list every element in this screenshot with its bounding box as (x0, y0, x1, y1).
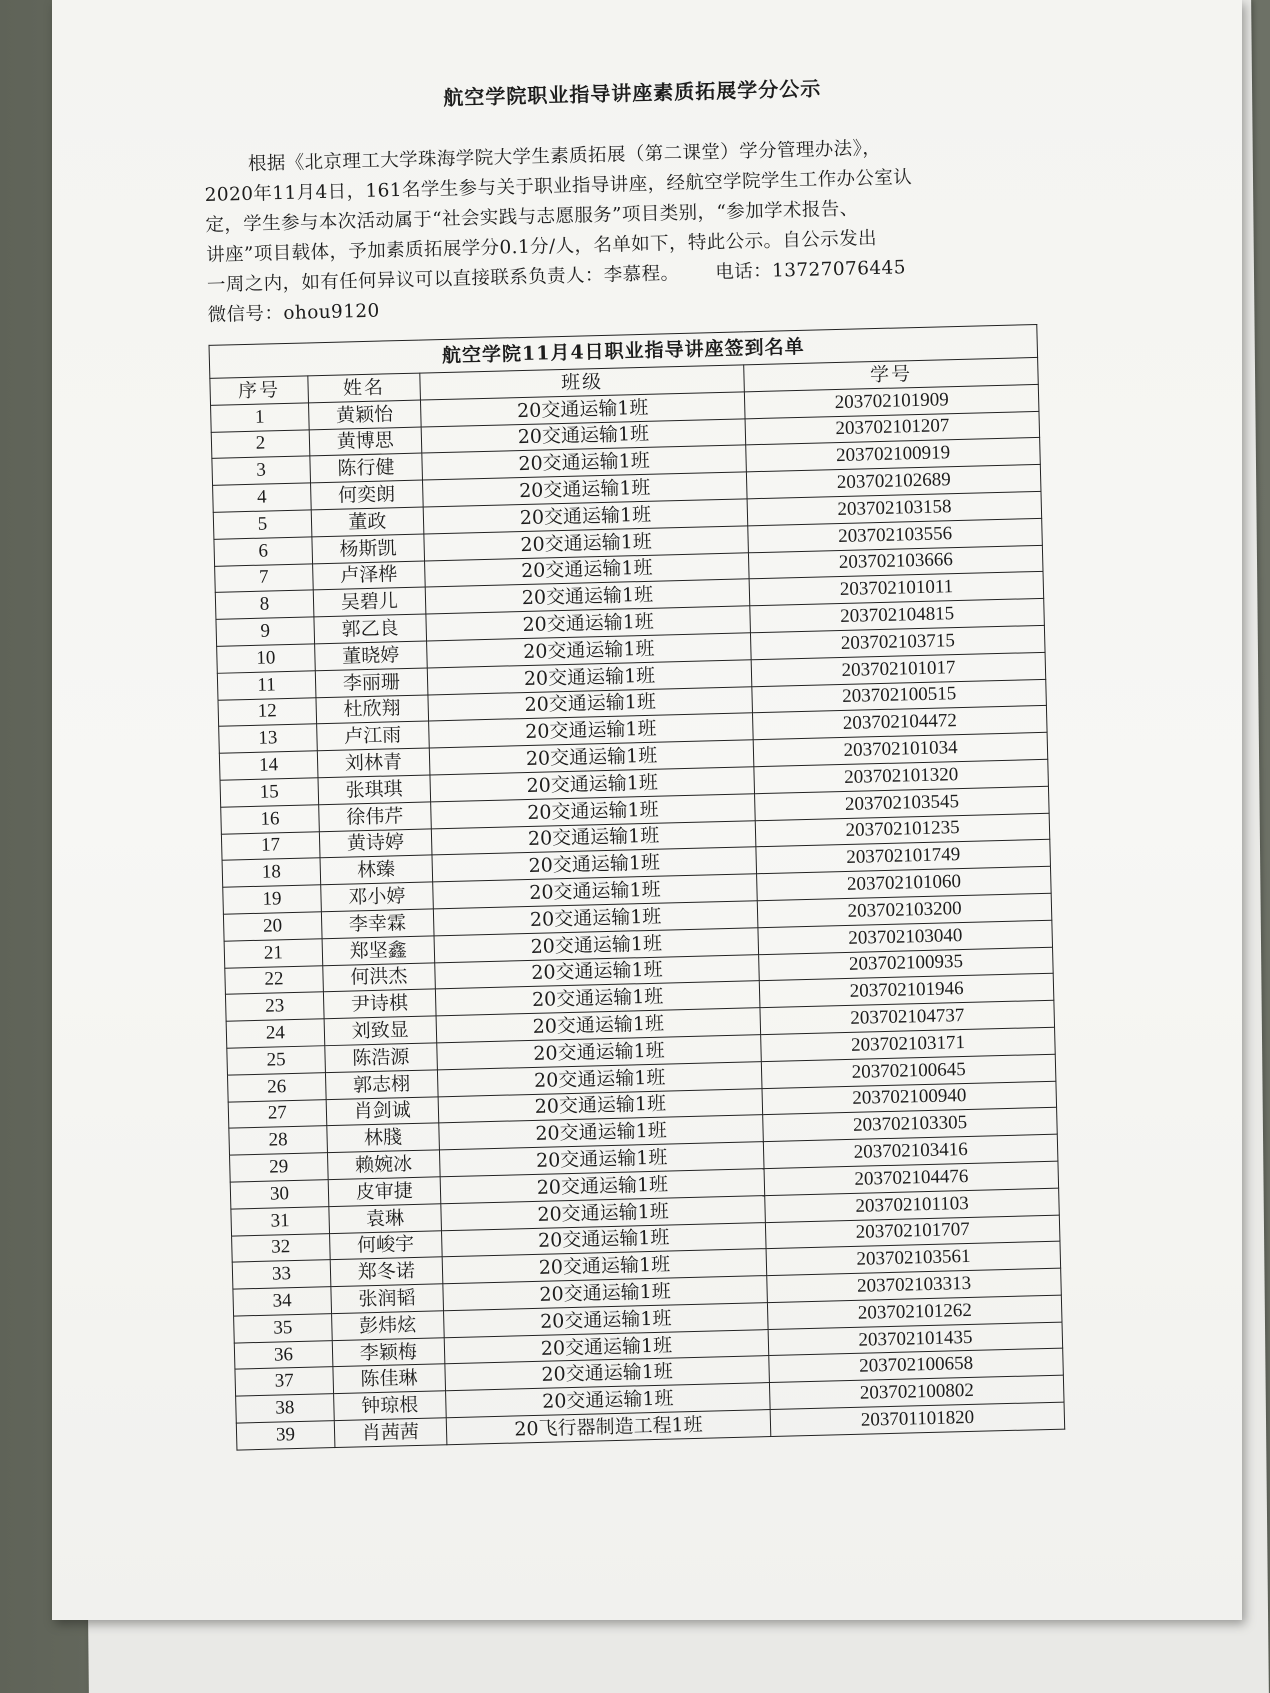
class-name: 20交通运输1班 (435, 981, 760, 1016)
student-name: 郑冬诺 (330, 1257, 443, 1287)
class-name: 20交通运输1班 (443, 1302, 768, 1337)
row-index: 23 (225, 992, 324, 1021)
student-id: 203702103416 (764, 1134, 1058, 1168)
student-name: 何奕朗 (310, 480, 423, 510)
student-id: 203702100935 (759, 947, 1053, 981)
class-name: 20交通运输1班 (434, 954, 759, 989)
student-id: 203702101262 (768, 1295, 1062, 1329)
row-index: 22 (225, 965, 324, 994)
row-index: 26 (227, 1072, 326, 1101)
student-id: 203702101207 (745, 411, 1039, 445)
class-name: 20交通运输1班 (424, 526, 749, 561)
class-name: 20交通运输1班 (444, 1329, 769, 1364)
student-id: 203702103171 (761, 1027, 1055, 1061)
student-name: 黄诗婷 (319, 828, 432, 858)
class-name: 20交通运输1班 (440, 1169, 765, 1204)
student-name: 彭炜炫 (331, 1311, 444, 1341)
student-id: 203702104737 (760, 1000, 1054, 1034)
row-index: 30 (230, 1180, 329, 1209)
row-index: 35 (234, 1314, 333, 1343)
row-index: 18 (222, 858, 321, 887)
class-name: 20交通运输1班 (441, 1195, 766, 1230)
row-index: 27 (228, 1099, 327, 1128)
row-index: 7 (215, 563, 314, 592)
student-name: 刘林青 (317, 748, 430, 778)
student-id: 203702101749 (756, 840, 1050, 874)
class-name: 20交通运输1班 (445, 1356, 770, 1391)
student-id: 203702101946 (760, 974, 1054, 1008)
student-name: 郭乙良 (314, 614, 427, 644)
signin-table (209, 324, 1066, 1450)
row-index: 36 (234, 1340, 333, 1369)
class-name: 20交通运输1班 (436, 1035, 761, 1070)
student-id: 203702103313 (767, 1268, 1061, 1302)
class-name: 20交通运输1班 (442, 1249, 767, 1284)
class-name: 20交通运输1班 (429, 740, 754, 775)
student-id: 203702103561 (766, 1241, 1060, 1275)
student-name: 杨斯凯 (312, 534, 425, 564)
student-id: 203702101435 (768, 1322, 1062, 1356)
row-index: 1 (211, 403, 310, 432)
row-index: 3 (212, 456, 311, 485)
row-index: 21 (224, 938, 323, 967)
class-name: 20交通运输1班 (439, 1115, 764, 1150)
class-name: 20交通运输1班 (420, 392, 745, 427)
student-id: 203702101320 (754, 759, 1048, 793)
row-index: 11 (217, 671, 316, 700)
table-caption: 航空学院11月4日职业指导讲座签到名单 (209, 324, 1038, 378)
student-name: 黄博思 (309, 427, 422, 457)
class-name: 20交通运输1班 (430, 767, 755, 802)
student-name: 林臻 (320, 855, 433, 885)
contact-phone: 电话：13727076445 (715, 257, 907, 284)
row-index: 39 (236, 1421, 335, 1450)
class-name: 20交通运输1班 (443, 1276, 768, 1311)
notice-line: 一周之内，如有任何异议可以直接联系负责人：李慕程。 (206, 262, 680, 296)
student-name: 肖剑诚 (326, 1096, 439, 1126)
row-index: 13 (219, 724, 318, 753)
class-name: 20交通运输1班 (433, 901, 758, 936)
student-id: 203702100515 (752, 679, 1046, 713)
student-name: 徐伟芹 (319, 802, 432, 832)
row-index: 25 (227, 1046, 326, 1075)
class-name: 20交通运输1班 (426, 606, 751, 641)
student-name: 张润韬 (331, 1284, 444, 1314)
student-name: 钟琼根 (333, 1391, 446, 1421)
row-index: 24 (226, 1019, 325, 1048)
student-name: 董政 (311, 507, 424, 537)
student-name: 吴碧儿 (313, 587, 426, 617)
class-name: 20交通运输1班 (439, 1142, 764, 1177)
row-index: 28 (229, 1126, 328, 1155)
notice-paragraph (204, 130, 1028, 331)
student-id: 203702101011 (749, 572, 1043, 606)
student-name: 陈佳琳 (333, 1364, 446, 1394)
student-name: 林䏼 (327, 1123, 440, 1153)
student-name: 李丽珊 (315, 668, 428, 698)
student-id: 203702103305 (763, 1108, 1057, 1142)
row-index: 8 (215, 590, 314, 619)
class-name: 20交通运输1班 (432, 874, 757, 909)
class-name: 20交通运输1班 (431, 820, 756, 855)
row-index: 38 (236, 1394, 335, 1423)
student-name: 陈浩源 (325, 1043, 438, 1073)
class-name: 20飞行器制造工程1班 (446, 1410, 771, 1445)
contact-wechat: 微信号：ohou9120 (207, 300, 380, 326)
row-index: 10 (217, 644, 316, 673)
student-id: 203702100919 (746, 438, 1040, 472)
notice-line: 讲座”项目载体，予加素质拓展学分0.1分/人，名单如下，特此公示。自公示发出 (205, 227, 878, 266)
student-name: 张琪琪 (318, 775, 431, 805)
class-name: 20交通运输1班 (445, 1383, 770, 1418)
paper-sheet (52, 0, 1242, 1620)
row-index: 2 (211, 429, 310, 458)
class-name: 20交通运输1班 (425, 579, 750, 614)
student-id: 203701101820 (770, 1402, 1064, 1436)
class-name: 20交通运输1班 (428, 686, 753, 721)
student-id: 203702104815 (750, 599, 1044, 633)
class-name: 20交通运输1班 (436, 1008, 761, 1043)
row-index: 29 (230, 1153, 329, 1182)
student-id: 203702103158 (747, 491, 1041, 525)
notice-line: 定，学生参与本次活动属于“社会实践与志愿服务”项目类别，“参加学术报告、 (205, 198, 859, 236)
student-name: 尹诗棋 (323, 989, 436, 1019)
student-id: 203702103666 (749, 545, 1043, 579)
header-index: 序号 (210, 376, 309, 405)
document-title: 航空学院职业指导讲座素质拓展学分公示 (443, 76, 822, 110)
row-index: 19 (223, 885, 322, 914)
class-name: 20交通运输1班 (427, 660, 752, 695)
student-name: 肖茜茜 (334, 1418, 447, 1448)
student-id: 203702101909 (745, 384, 1039, 418)
class-name: 20交通运输1班 (423, 499, 748, 534)
student-id: 203702100940 (762, 1081, 1056, 1115)
header-class: 班级 (420, 365, 745, 400)
student-id: 203702103545 (755, 786, 1049, 820)
student-id: 203702101707 (766, 1215, 1060, 1249)
notice-line: 2020年11月4日，161名学生参与关于职业指导讲座，经航空学院学生工作办公室认 (204, 167, 913, 206)
row-index: 12 (218, 697, 317, 726)
student-name: 赖婉冰 (327, 1150, 440, 1180)
row-index: 6 (214, 537, 313, 566)
row-index: 4 (213, 483, 312, 512)
student-name: 杜欣翔 (316, 695, 429, 725)
row-index: 14 (219, 751, 318, 780)
class-name: 20交通运输1班 (424, 552, 749, 587)
student-id: 203702101103 (765, 1188, 1059, 1222)
row-index: 33 (232, 1260, 331, 1289)
table-body (211, 384, 1065, 1450)
class-name: 20交通运输1班 (430, 793, 755, 828)
row-index: 31 (231, 1206, 330, 1235)
header-name: 姓名 (308, 373, 421, 403)
student-id: 203702100645 (762, 1054, 1056, 1088)
student-id: 203702101060 (757, 866, 1051, 900)
student-id: 203702103200 (758, 893, 1052, 927)
student-name: 邓小婷 (321, 882, 434, 912)
student-name: 袁琳 (329, 1204, 442, 1234)
student-id: 203702101034 (753, 732, 1047, 766)
student-id: 203702101235 (755, 813, 1049, 847)
class-name: 20交通运输1班 (422, 472, 747, 507)
student-name: 陈行健 (310, 453, 423, 483)
student-name: 黄颖怡 (308, 400, 421, 430)
class-name: 20交通运输1班 (438, 1088, 763, 1123)
student-id: 203702103556 (748, 518, 1042, 552)
class-name: 20交通运输1班 (426, 633, 751, 668)
header-student-id: 学号 (744, 357, 1038, 391)
student-name: 刘致显 (324, 1016, 437, 1046)
student-name: 李幸霖 (321, 909, 434, 939)
class-name: 20交通运输1班 (421, 418, 746, 453)
student-id: 203702104476 (764, 1161, 1058, 1195)
student-name: 皮审捷 (328, 1177, 441, 1207)
class-name: 20交通运输1班 (428, 713, 753, 748)
student-id: 203702100802 (770, 1375, 1064, 1409)
document-content (202, 65, 1136, 1450)
student-id: 203702102689 (747, 465, 1041, 499)
student-name: 董晓婷 (314, 641, 427, 671)
class-name: 20交通运输1班 (441, 1222, 766, 1257)
student-name: 李颖梅 (332, 1337, 445, 1367)
student-name: 何洪杰 (323, 962, 436, 992)
row-index: 17 (221, 831, 320, 860)
student-name: 郑坚鑫 (322, 936, 435, 966)
row-index: 32 (232, 1233, 331, 1262)
student-id: 203702101017 (751, 652, 1045, 686)
student-id: 203702103040 (758, 920, 1052, 954)
row-index: 20 (223, 912, 322, 941)
student-id: 203702100658 (769, 1349, 1063, 1383)
row-index: 5 (213, 510, 312, 539)
row-index: 9 (216, 617, 315, 646)
class-name: 20交通运输1班 (437, 1061, 762, 1096)
student-id: 203702103715 (751, 625, 1045, 659)
student-name: 郭志栩 (325, 1070, 438, 1100)
student-name: 卢泽桦 (312, 561, 425, 591)
row-index: 34 (233, 1287, 332, 1316)
student-id: 203702104472 (753, 706, 1047, 740)
row-index: 16 (221, 805, 320, 834)
class-name: 20交通运输1班 (422, 445, 747, 480)
class-name: 20交通运输1班 (434, 927, 759, 962)
notice-line: 根据《北京理工大学珠海学院大学生素质拓展（第二课堂）学分管理办法》， (247, 137, 882, 175)
student-name: 卢江雨 (317, 721, 430, 751)
row-index: 15 (220, 778, 319, 807)
row-index: 37 (235, 1367, 334, 1396)
class-name: 20交通运输1班 (432, 847, 757, 882)
student-name: 何峻宇 (329, 1230, 442, 1260)
